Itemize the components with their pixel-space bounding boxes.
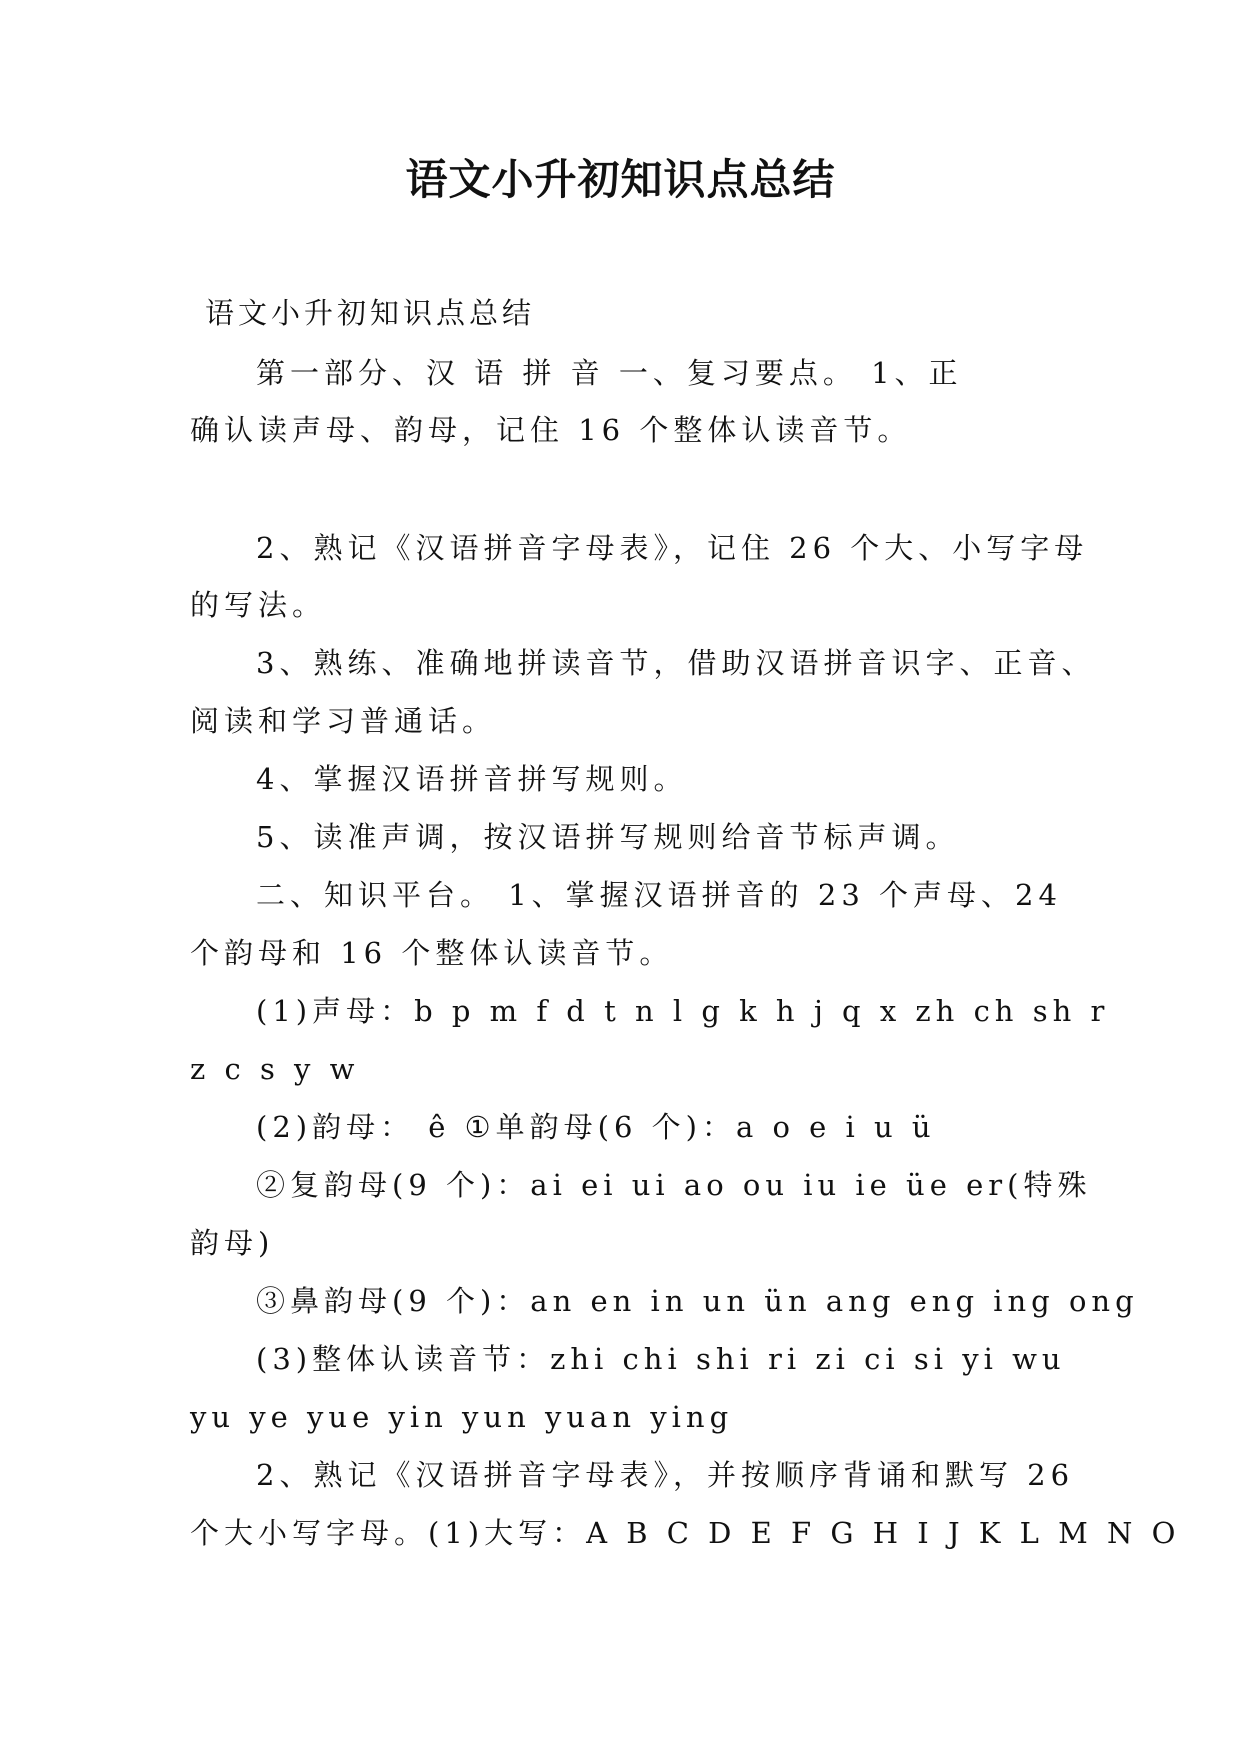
paragraph-line: 第一部分、汉 语 拼 音 一、复习要点。 1、正 <box>256 356 963 390</box>
paragraph-line: (3)整体认读音节：zhi chi shi ri zi ci si yi wu <box>256 1342 1066 1376</box>
paragraph-line: 5、读准声调，按汉语拼写规则给音节标声调。 <box>256 820 960 854</box>
paragraph-line: 阅读和学习普通话。 <box>190 704 497 738</box>
paragraph-line: z c s y w <box>190 1052 360 1086</box>
paragraph-line: (1)声母：b p m f d t n l g k h j q x zh ch sh r <box>256 994 1110 1028</box>
paragraph-line: 的写法。 <box>190 588 327 622</box>
paragraph-line: (2)韵母： ê ①单韵母(6 个)：a o e i u ü <box>256 1110 936 1144</box>
document-subtitle: 语文小升初知识点总结 <box>205 296 536 330</box>
paragraph-line: 二、知识平台。 1、掌握汉语拼音的 23 个声母、24 <box>256 878 1062 912</box>
paragraph-line: 3、熟练、准确地拼读音节，借助汉语拼音识字、正音、 <box>256 646 1096 680</box>
paragraph-line: 2、熟记《汉语拼音字母表》，并按顺序背诵和默写 26 <box>256 1458 1075 1492</box>
paragraph-line: 2、熟记《汉语拼音字母表》，记住 26 个大、小写字母 <box>256 531 1089 565</box>
paragraph-line: 确认读声母、韵母，记住 16 个整体认读音节。 <box>190 413 912 447</box>
paragraph-line: 韵母) <box>190 1226 275 1260</box>
document-title: 语文小升初知识点总结 <box>405 155 836 204</box>
paragraph-line: 个大小写字母。(1)大写：A B C D E F G H I J K L M N O <box>190 1516 1181 1550</box>
paragraph-line: 个韵母和 16 个整体认读音节。 <box>190 936 674 970</box>
paragraph-line: ②复韵母(9 个)：ai ei ui ao ou iu ie üe er(特殊 <box>256 1168 1092 1202</box>
paragraph-line: yu ye yue yin yun yuan ying <box>190 1400 734 1434</box>
paragraph-line: ③鼻韵母(9 个)：an en in un ün ang eng ing ong <box>256 1284 1139 1318</box>
paragraph-line: 4、掌握汉语拼音拼写规则。 <box>256 762 688 796</box>
